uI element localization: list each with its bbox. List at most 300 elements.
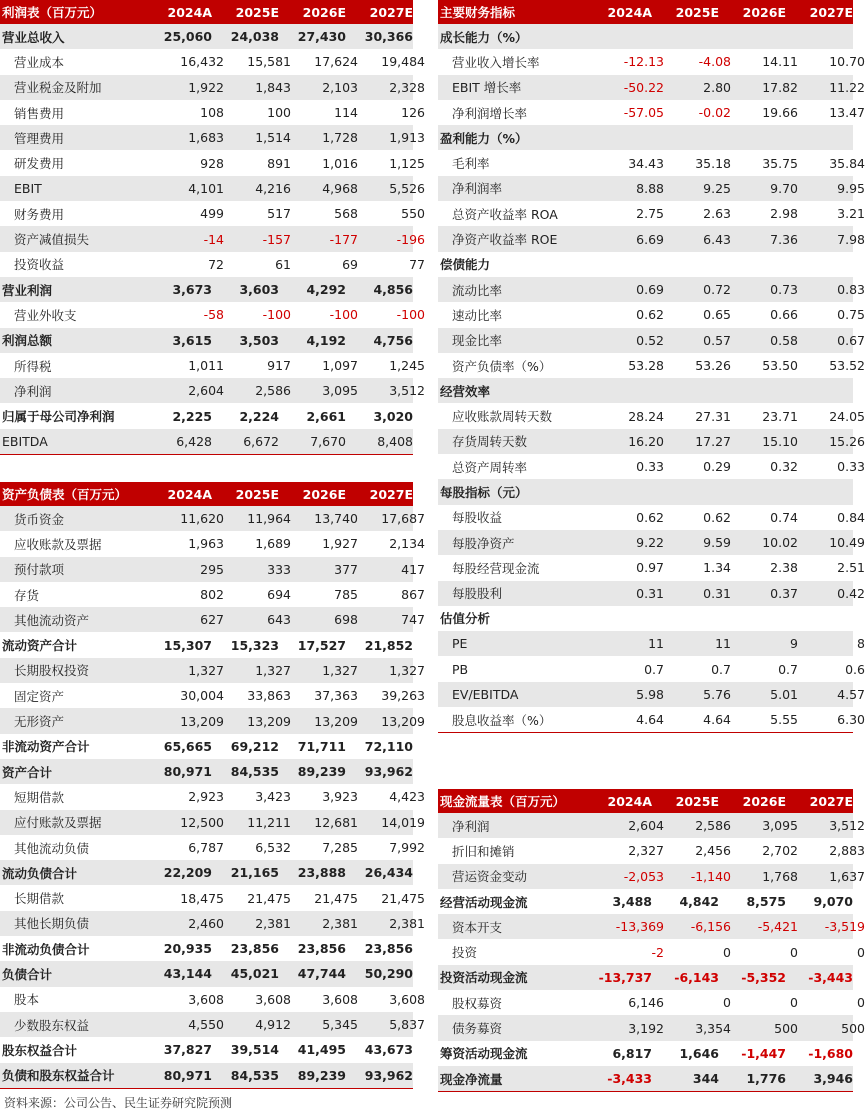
table-row — [438, 631, 865, 656]
cell-value: 7.98 — [837, 231, 865, 247]
year-header: 2026E — [742, 793, 786, 809]
table-row — [0, 24, 413, 49]
year-header: 2025E — [675, 4, 719, 20]
cell-value: 21,165 — [230, 865, 279, 881]
cell-value: 15.10 — [762, 433, 798, 449]
cell-value: 0.31 — [636, 585, 664, 601]
cell-value: 13,209 — [314, 713, 358, 729]
source-note: 资料来源：公司公告、民生证券研究院预测 — [4, 1096, 233, 1110]
row-label: 资产合计 — [2, 764, 53, 780]
row-label: 经营效率 — [440, 383, 491, 399]
cell-value: 16.20 — [628, 433, 664, 449]
row-label: 速动比率 — [452, 307, 503, 323]
table-row — [0, 835, 425, 860]
table-header — [438, 789, 853, 813]
cell-value: 2.51 — [837, 560, 865, 576]
cell-value: 11.22 — [829, 79, 865, 95]
row-label: 净利润增长率 — [452, 105, 528, 121]
table-row — [438, 813, 865, 838]
cell-value: -58 — [203, 307, 224, 323]
table-row — [438, 454, 865, 479]
table-row — [438, 990, 865, 1015]
table-row — [0, 302, 425, 327]
cell-value: 0.58 — [770, 332, 798, 348]
table-row — [438, 403, 865, 428]
cell-value: 1,327 — [188, 662, 224, 678]
cash-flow-table — [438, 789, 865, 1092]
cell-value: -100 — [396, 307, 425, 323]
cell-value: -12.13 — [623, 54, 664, 70]
year-header: 2024A — [167, 4, 212, 20]
cell-value: 61 — [275, 256, 291, 272]
cell-value: 0.73 — [770, 282, 798, 298]
cell-value: 0.67 — [837, 332, 865, 348]
cell-value: 10.70 — [829, 54, 865, 70]
table-row — [0, 353, 425, 378]
cell-value: 8,575 — [746, 894, 786, 910]
cell-value: 0.69 — [636, 282, 664, 298]
cell-value: 10.02 — [762, 535, 798, 551]
cell-value: 4,968 — [322, 180, 358, 196]
cell-value: 24.05 — [829, 408, 865, 424]
cell-value: 4,192 — [306, 332, 346, 348]
row-label: 研发费用 — [14, 156, 65, 172]
table-row — [0, 759, 413, 784]
cell-value: 1,689 — [255, 536, 291, 552]
row-label: 存货 — [14, 587, 40, 603]
row-label: 流动比率 — [452, 282, 503, 298]
table-row — [438, 378, 853, 403]
cell-value: -177 — [329, 231, 358, 247]
cell-value: 377 — [334, 561, 358, 577]
cell-value: -57.05 — [623, 105, 664, 121]
row-label: 营运资金变动 — [452, 869, 528, 885]
table-row — [0, 784, 425, 809]
year-header: 2027E — [369, 4, 413, 20]
cell-value: 69 — [342, 256, 358, 272]
cell-value: 17,527 — [297, 637, 346, 653]
cell-value: 2,381 — [322, 915, 358, 931]
cell-value: 9.22 — [636, 535, 664, 551]
cell-value: 53.26 — [695, 358, 731, 373]
cell-value: 4.57 — [837, 686, 865, 702]
table-row — [0, 936, 413, 961]
cell-value: 14,019 — [381, 814, 425, 830]
cell-value: 4,912 — [255, 1017, 291, 1033]
cell-value: 9.95 — [837, 180, 865, 196]
year-header: 2026E — [742, 4, 786, 20]
cell-value: 627 — [200, 612, 224, 628]
cell-value: 5.76 — [703, 686, 731, 702]
cell-value: 93,962 — [364, 764, 413, 780]
cell-value: 17.82 — [762, 79, 798, 95]
cell-value: -2,053 — [623, 868, 664, 884]
cell-value: 33,863 — [247, 688, 291, 704]
cell-value: 0.42 — [837, 585, 865, 601]
cell-value: 333 — [267, 561, 291, 577]
cell-value: 3,946 — [813, 1071, 853, 1087]
row-label: 长期股权投资 — [14, 663, 90, 679]
cell-value: 3,020 — [373, 408, 413, 424]
row-label: 存货周转天数 — [452, 434, 528, 450]
year-header: 2025E — [235, 486, 279, 502]
cell-value: 0.37 — [770, 585, 798, 601]
cell-value: 2,381 — [255, 915, 291, 931]
cell-value: -3,443 — [808, 969, 853, 985]
row-label: EBIT 增长率 — [452, 80, 522, 96]
cell-value: 344 — [692, 1071, 719, 1087]
table-row — [438, 479, 853, 504]
row-label: 每股经营现金流 — [452, 560, 540, 576]
row-label: 现金净流量 — [440, 1071, 503, 1087]
cell-value: 0 — [790, 944, 798, 960]
table-row — [438, 965, 853, 990]
cell-value: 26,434 — [364, 865, 413, 881]
cell-value: 802 — [200, 587, 224, 603]
table-row — [0, 734, 413, 759]
cell-value: 21,475 — [314, 890, 358, 906]
cell-value: 108 — [200, 105, 224, 121]
table-row — [438, 429, 865, 454]
cell-value: 891 — [267, 155, 291, 171]
cell-value: 3,354 — [695, 1020, 731, 1036]
cell-value: 13,740 — [314, 511, 358, 527]
cell-value: 2,456 — [695, 843, 731, 859]
cell-value: 0.75 — [837, 307, 865, 323]
table-row — [438, 328, 865, 353]
cell-value: 0.31 — [703, 585, 731, 601]
cell-value: 2,586 — [255, 383, 291, 399]
cell-value: 867 — [401, 587, 425, 603]
row-label: 非流动负债合计 — [2, 941, 90, 957]
row-label: 流动负债合计 — [2, 865, 78, 881]
cell-value: 2,225 — [172, 408, 212, 424]
cell-value: 1,927 — [322, 536, 358, 552]
cell-value: 71,711 — [297, 738, 346, 754]
cell-value: 6,817 — [612, 1045, 652, 1061]
cell-value: 2,327 — [628, 843, 664, 859]
cell-value: 11 — [715, 636, 731, 652]
cell-value: 27.31 — [695, 408, 731, 424]
cell-value: 11,211 — [247, 814, 291, 830]
row-label: 营业利润 — [2, 282, 53, 298]
cell-value: 43,144 — [163, 966, 212, 982]
table-row — [0, 1063, 413, 1089]
cell-value: 500 — [774, 1020, 798, 1036]
cell-value: 77 — [409, 256, 425, 272]
cell-value: 12,500 — [180, 814, 224, 830]
table-row — [438, 150, 865, 175]
cell-value: 2,328 — [389, 79, 425, 95]
cell-value: 84,535 — [230, 1067, 279, 1083]
row-label: 净利润 — [14, 383, 52, 399]
cell-value: 3,488 — [612, 894, 652, 910]
table-row — [438, 1041, 853, 1066]
cell-value: 35.75 — [762, 155, 798, 171]
cell-value: 14.11 — [762, 54, 798, 70]
cell-value: 1,514 — [255, 130, 291, 146]
row-label: 利润总额 — [2, 333, 53, 349]
cell-value: 6.69 — [636, 231, 664, 247]
cell-value: 21,852 — [364, 637, 413, 653]
cell-value: 2,883 — [829, 843, 865, 859]
cell-value: 2.75 — [636, 206, 664, 222]
row-label: 总资产收益率 ROA — [452, 206, 558, 222]
cell-value: -100 — [262, 307, 291, 323]
table-title: 资产负债表（百万元） — [2, 487, 128, 502]
table-row — [438, 226, 865, 251]
row-label: 营业总收入 — [2, 29, 65, 45]
cell-value: 2,224 — [239, 408, 279, 424]
cell-value: 17,624 — [314, 54, 358, 70]
row-label: 流动资产合计 — [2, 638, 78, 654]
cell-value: 0.33 — [837, 459, 865, 475]
cell-value: 27,430 — [297, 29, 346, 45]
cell-value: 100 — [267, 105, 291, 121]
cell-value: 6.43 — [703, 231, 731, 247]
cell-value: 69,212 — [230, 738, 279, 754]
row-label: 资产负债率（%） — [452, 358, 552, 374]
cell-value: 3,503 — [239, 332, 279, 348]
table-row — [0, 582, 425, 607]
cell-value: -196 — [396, 231, 425, 247]
cell-value: 4,216 — [255, 180, 291, 196]
cell-value: 4,856 — [373, 282, 413, 298]
year-header: 2025E — [675, 793, 719, 809]
cell-value: 2,702 — [762, 843, 798, 859]
cell-value: 0.62 — [636, 509, 664, 525]
table-row — [0, 125, 425, 150]
cell-value: 45,021 — [230, 966, 279, 982]
row-label: 偿债能力 — [440, 257, 491, 273]
cell-value: 5,526 — [389, 180, 425, 196]
row-label: 经营活动现金流 — [440, 894, 528, 910]
cell-value: 0 — [723, 944, 731, 960]
row-label: 其他流动负债 — [14, 840, 90, 856]
cell-value: 0.83 — [837, 282, 865, 298]
cell-value: 3.21 — [837, 206, 865, 222]
table-header — [0, 482, 413, 506]
cell-value: 23,856 — [297, 941, 346, 957]
cell-value: 80,971 — [163, 1067, 212, 1083]
cell-value: 5.01 — [770, 686, 798, 702]
year-header: 2024A — [607, 793, 652, 809]
row-label: 投资收益 — [14, 257, 65, 273]
year-header: 2027E — [809, 4, 853, 20]
cell-value: -1,680 — [808, 1045, 853, 1061]
table-row — [438, 889, 853, 914]
table-row — [0, 607, 425, 632]
cell-value: 4,550 — [188, 1017, 224, 1033]
cell-value: 37,827 — [163, 1042, 212, 1058]
cell-value: 6,532 — [255, 840, 291, 855]
cell-value: 3,192 — [628, 1020, 664, 1036]
table-row — [438, 201, 865, 226]
cell-value: 3,095 — [762, 818, 798, 834]
cell-value: 53.52 — [829, 358, 865, 373]
key-ratios-table — [438, 0, 865, 733]
cell-value: 568 — [334, 206, 358, 222]
cell-value: 23,856 — [230, 941, 279, 957]
row-label: 股本 — [14, 992, 40, 1008]
cell-value: 0.57 — [703, 332, 731, 348]
cell-value: 43,673 — [364, 1042, 413, 1058]
cell-value: 13,209 — [247, 713, 291, 729]
row-label: 其他流动资产 — [14, 612, 90, 628]
cell-value: 3,512 — [829, 818, 865, 834]
table-row — [0, 987, 425, 1012]
row-label: 股权募资 — [452, 995, 503, 1011]
row-label: 营业收入增长率 — [452, 54, 540, 70]
cell-value: 7,670 — [310, 433, 346, 449]
row-label: 净资产收益率 ROE — [452, 232, 558, 248]
cell-value: 114 — [334, 105, 358, 121]
table-row — [0, 557, 425, 582]
cell-value: 7,992 — [389, 840, 425, 855]
cell-value: 1,637 — [829, 868, 865, 884]
cell-value: 1,245 — [389, 358, 425, 373]
row-label: 债务募资 — [452, 1021, 503, 1037]
cell-value: 10.49 — [829, 535, 865, 551]
cell-value: 1,768 — [762, 868, 798, 884]
cell-value: 3,423 — [255, 789, 291, 805]
cell-value: 2,586 — [695, 818, 731, 834]
table-row — [0, 378, 425, 403]
cell-value: 13.47 — [829, 105, 865, 121]
cell-value: 15.26 — [829, 433, 865, 449]
cell-value: -6,143 — [674, 969, 719, 985]
row-label: 负债合计 — [2, 966, 53, 982]
cell-value: 2,134 — [389, 536, 425, 552]
cell-value: 0.7 — [711, 661, 731, 677]
year-header: 2024A — [607, 4, 652, 20]
cell-value: 13,209 — [180, 713, 224, 729]
cell-value: 500 — [841, 1020, 865, 1036]
table-row — [0, 885, 425, 910]
cell-value: 89,239 — [297, 764, 346, 780]
cell-value: 11,964 — [247, 511, 291, 527]
row-label: 总资产周转率 — [452, 459, 528, 475]
year-header: 2025E — [235, 4, 279, 20]
cell-value: 3,095 — [322, 383, 358, 399]
table-row — [438, 75, 865, 100]
cell-value: 8,408 — [377, 433, 413, 449]
cell-value: 2,381 — [389, 915, 425, 931]
row-label: PE — [452, 636, 468, 652]
cell-value: 0 — [723, 995, 731, 1011]
cell-value: -50.22 — [623, 79, 664, 95]
table-row — [438, 656, 865, 681]
cell-value: 0.84 — [837, 509, 865, 525]
table-row — [438, 176, 865, 201]
table-row — [438, 581, 865, 606]
row-label: 货币资金 — [14, 511, 65, 527]
row-label: 应付账款及票据 — [14, 815, 102, 831]
table-row — [438, 682, 865, 707]
cell-value: 15,581 — [247, 54, 291, 70]
row-label: 毛利率 — [452, 156, 490, 172]
cell-value: 13,209 — [381, 713, 425, 729]
row-label: 净利润率 — [452, 181, 503, 197]
row-label: 非流动资产合计 — [2, 739, 90, 755]
cell-value: -6,156 — [690, 919, 731, 935]
cell-value: -3,519 — [824, 919, 865, 935]
cell-value: 4,842 — [679, 894, 719, 910]
table-row — [0, 201, 425, 226]
row-label: 盈利能力（%） — [440, 130, 528, 146]
cell-value: 16,432 — [180, 54, 224, 70]
table-header — [0, 0, 413, 24]
cell-value: 417 — [401, 561, 425, 577]
cell-value: 2,923 — [188, 789, 224, 805]
row-label: 长期借款 — [14, 891, 65, 907]
table-row — [0, 911, 425, 936]
row-label: 投资活动现金流 — [440, 970, 528, 986]
cell-value: 1,913 — [389, 130, 425, 146]
table-row — [0, 506, 425, 531]
cell-value: 30,004 — [180, 688, 224, 704]
cell-value: -13,369 — [615, 919, 664, 935]
row-label: 少数股东权益 — [14, 1017, 90, 1033]
cell-value: 11 — [648, 636, 664, 652]
cell-value: 0.97 — [636, 560, 664, 576]
cell-value: 23,888 — [297, 865, 346, 881]
table-row — [0, 49, 425, 74]
table-row — [438, 353, 865, 378]
cell-value: 17.27 — [695, 433, 731, 449]
cell-value: 18,475 — [180, 890, 224, 906]
cell-value: 5.98 — [636, 686, 664, 702]
cell-value: 698 — [334, 612, 358, 628]
cell-value: 1,683 — [188, 130, 224, 146]
cell-value: 4,101 — [188, 180, 224, 196]
table-row — [0, 658, 425, 683]
row-label: 管理费用 — [14, 130, 65, 146]
table-row — [0, 961, 413, 986]
row-label: EV/EBITDA — [452, 686, 519, 702]
cell-value: 15,323 — [230, 637, 279, 653]
table-row — [438, 838, 865, 863]
row-label: EBITDA — [2, 433, 48, 449]
cell-value: 0.66 — [770, 307, 798, 323]
table-row — [438, 914, 865, 939]
row-label: 所得税 — [14, 358, 52, 374]
cell-value: 84,535 — [230, 764, 279, 780]
cell-value: 5,345 — [322, 1017, 358, 1033]
cell-value: 1,097 — [322, 358, 358, 373]
row-label: 折旧和摊销 — [452, 843, 515, 859]
cell-value: 25,060 — [163, 29, 212, 45]
cell-value: 9.25 — [703, 180, 731, 196]
cell-value: 6,787 — [188, 840, 224, 855]
row-label: 无形资产 — [14, 714, 65, 730]
cell-value: 2,604 — [628, 818, 664, 834]
cell-value: 2,604 — [188, 383, 224, 399]
cell-value: 7.36 — [770, 231, 798, 247]
cell-value: 9.70 — [770, 180, 798, 196]
cell-value: -2 — [651, 944, 664, 960]
cell-value: 15,307 — [163, 637, 212, 653]
table-row — [438, 302, 865, 327]
cell-value: 1,016 — [322, 155, 358, 171]
table-row — [0, 632, 413, 657]
cell-value: -157 — [262, 231, 291, 247]
cell-value: 5,837 — [389, 1017, 425, 1033]
cell-value: 34.43 — [628, 155, 664, 171]
cell-value: 0.33 — [636, 459, 664, 475]
table-row — [0, 328, 413, 353]
cell-value: 1.34 — [703, 560, 731, 576]
